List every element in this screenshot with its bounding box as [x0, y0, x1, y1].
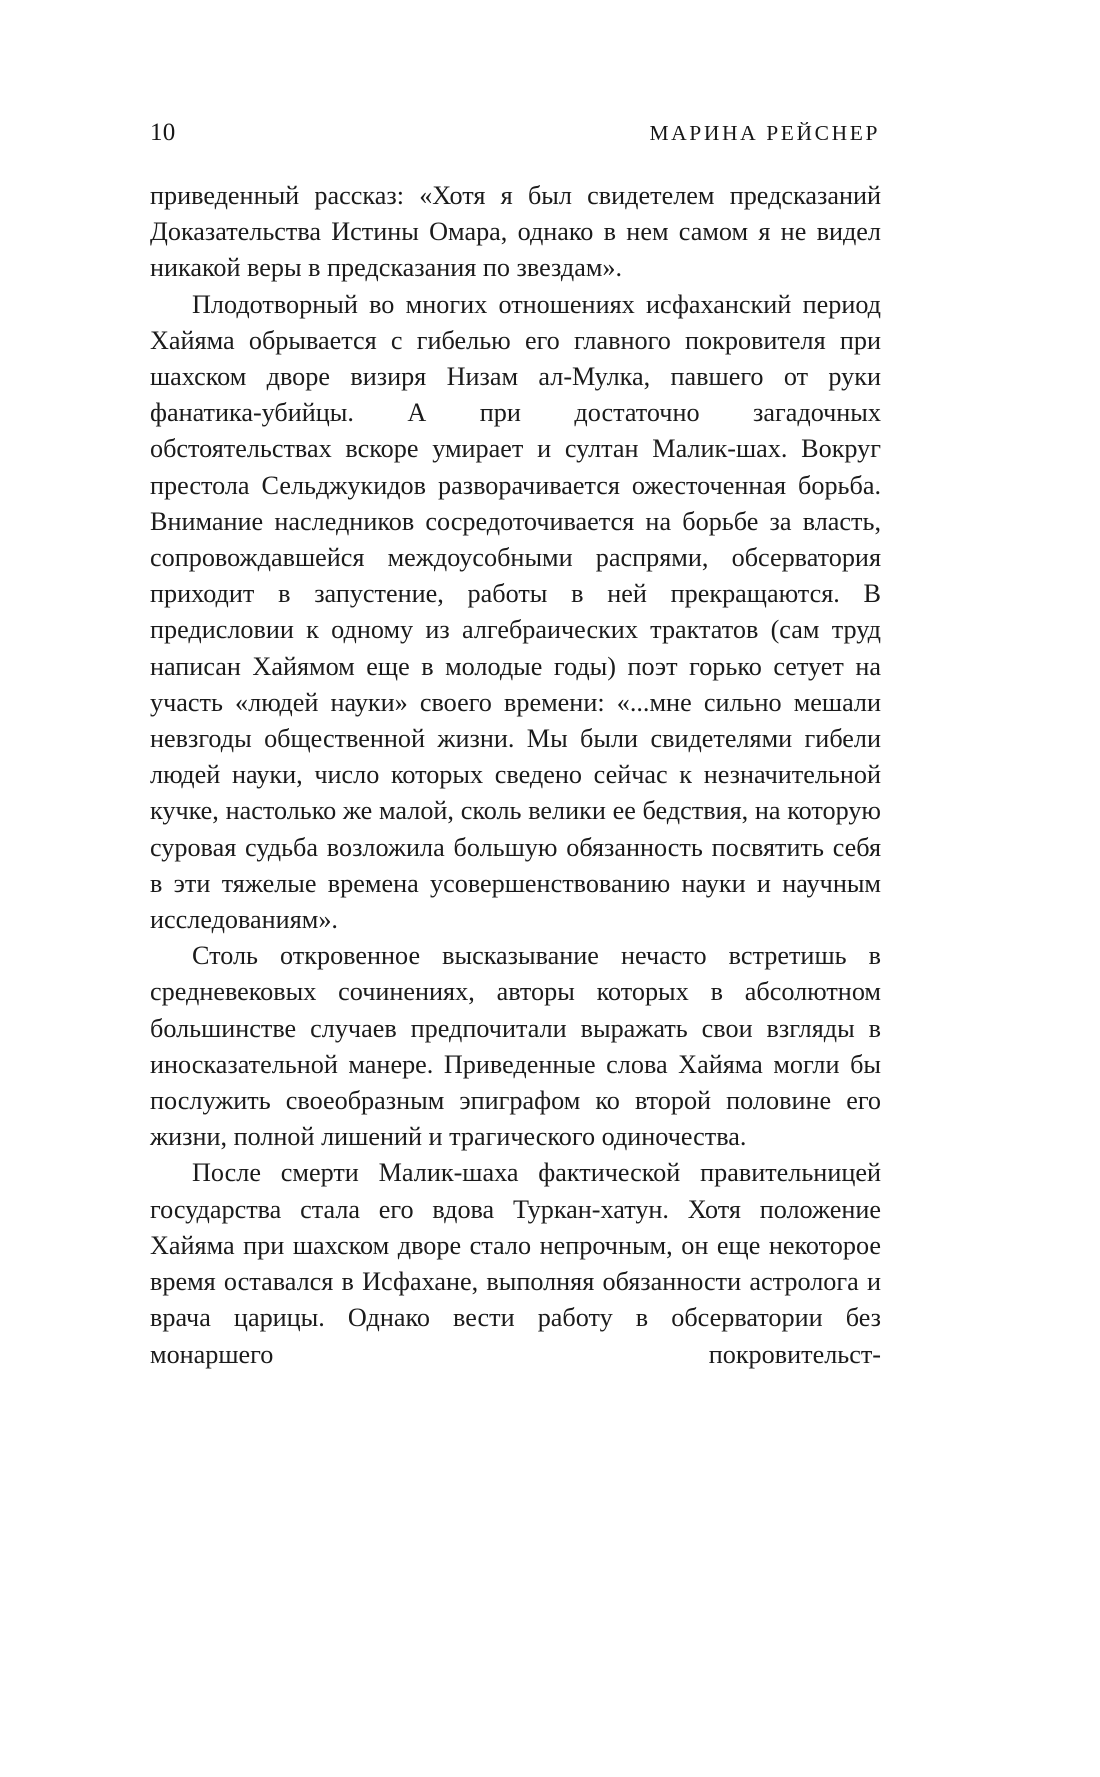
- paragraph: Столь откровенное высказывание нечасто встретишь в средневековых сочинениях, авторы которых в абсолютном большинстве случаев предпочитали выражать свои взгляды в иносказательной манере. Приведенные слова Хайяма могли бы послужить своеобразным эпиграфом ко второй половине его жизни, полной лишений и трагического одиночества.: [150, 941, 881, 1152]
- running-title: МАРИНА РЕЙСНЕР: [649, 121, 880, 145]
- paragraph: Плодотворный во многих отношениях исфаханский период Хайяма обрывается с гибелью его главного покровителя при шахском дворе визиря Низам ал-Мулка, павшего от руки фанатика-убийцы. А при достаточно загадочных обстоятельствах вскоре умирает и султан Малик-шах. Вокруг престола Сельджукидов разворачивается ожесточенная борьба. Внимание наследников сосредоточивается на борьбе за власть, сопровождавшейся междоусобными распрями, обсерватория приходит в запустение, работы в ней прекращаются. В предисловии к одному из алгебраических трактатов (сам труд написан Хайямом еще в молодые годы) поэт горько сетует на участь «людей науки» своего времени: «...мне сильно мешали невзгоды общественной жизни. Мы были свидетелями гибели людей науки, число которых сведено сейчас к незначительной кучке, настолько же малой, сколь велики ее бедствия, на которую суровая судьба возложила большую обязанность посвятить себя в эти тяжелые времена усовершенствованию науки и научным исследованиям».: [150, 289, 881, 935]
- running-head: [150, 118, 880, 152]
- body-text: [150, 178, 881, 1373]
- paragraph-continued: После смерти Малик-шаха фактической правительницей государства стала его вдова Туркан-хатун. Хотя положение Хайяма при шахском дворе стало непрочным, он еще некоторое время оставался в Исфахане, выполняя обязанности астролога и врача царицы. Однако вести работу в обсерватории без монаршего покровительст-: [150, 1158, 881, 1369]
- page-number: 10: [150, 119, 176, 146]
- paragraph: приведенный рассказ: «Хотя я был свидетелем предсказаний Доказательства Истины Омара, однако в нем самом я не видел никакой веры в предсказания по звездам».: [150, 181, 881, 283]
